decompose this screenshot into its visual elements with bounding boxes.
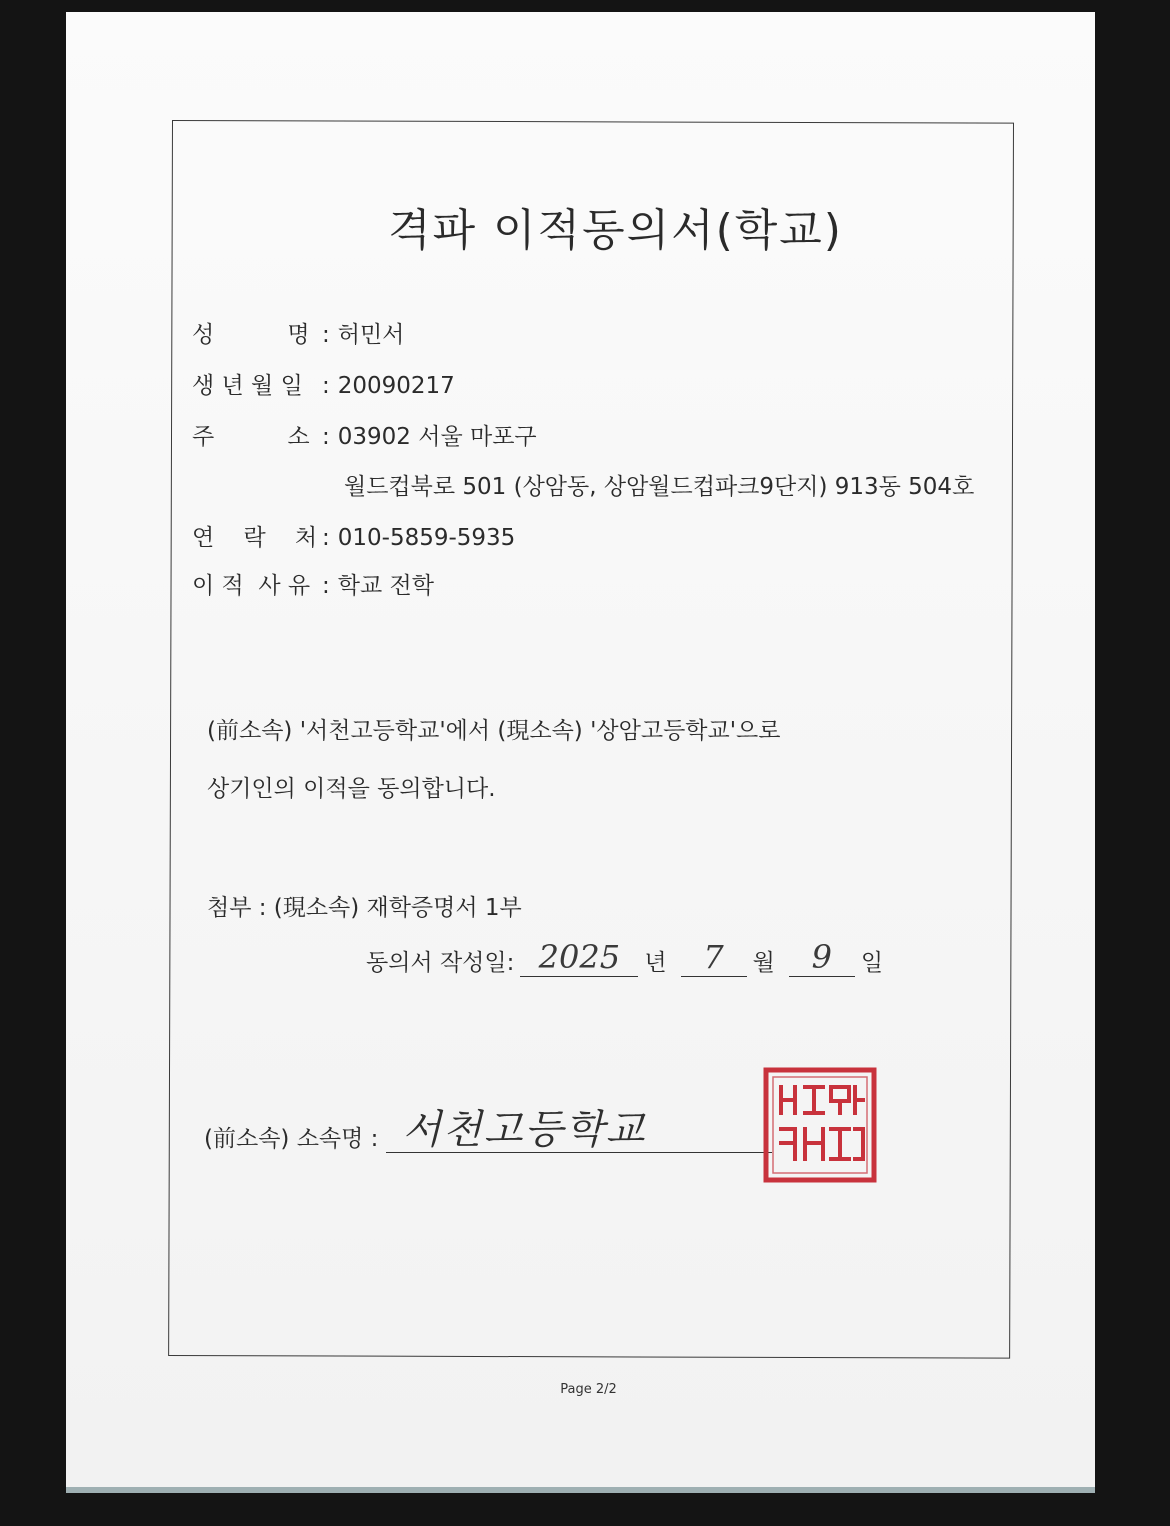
field-value: 허민서 bbox=[337, 322, 405, 348]
field-value: 20090217 bbox=[337, 373, 455, 399]
field-value: 학교 전학 bbox=[337, 573, 434, 599]
colon: : bbox=[322, 322, 330, 348]
field-reason bbox=[192, 567, 434, 600]
school-label: (前소속) 소속명 : bbox=[204, 1126, 379, 1152]
consent-line-1: (前소속) '서천고등학교'에서 (現소속) '상암고등학교'으로 bbox=[207, 718, 781, 744]
field-address bbox=[192, 418, 537, 451]
consent-line-2: 상기인의 이적을 동의합니다. bbox=[207, 776, 496, 802]
document-page bbox=[66, 12, 1095, 1493]
field-birthdate bbox=[192, 367, 455, 400]
colon: : bbox=[322, 525, 330, 551]
date-line bbox=[366, 940, 883, 977]
date-label: 동의서 작성일: bbox=[366, 950, 515, 976]
page-number: Page 2/2 bbox=[560, 1382, 617, 1397]
document-title: 격파 이적동의서(학교) bbox=[388, 205, 843, 256]
address-line-2: 월드컵북로 501 (상암동, 상암월드컵파크9단지) 913동 504호 bbox=[344, 474, 975, 500]
date-year-blank: 2025 bbox=[520, 940, 638, 977]
field-label: 성 명 bbox=[192, 322, 310, 348]
colon: : bbox=[322, 373, 330, 399]
field-label: 주 소 bbox=[192, 424, 310, 450]
colon: : bbox=[322, 424, 330, 450]
school-seal-icon bbox=[763, 1067, 877, 1183]
month-unit: 월 bbox=[752, 950, 775, 976]
field-name bbox=[192, 316, 404, 349]
day-unit: 일 bbox=[860, 950, 884, 976]
field-label: 생 년 월 일 bbox=[192, 373, 303, 399]
school-line bbox=[204, 1108, 772, 1153]
handwritten-signature: 서천고등학교 bbox=[386, 1108, 772, 1153]
date-month-blank: 7 bbox=[681, 940, 747, 977]
attachment-note: 첨부 : (現소속) 재학증명서 1부 bbox=[207, 895, 522, 921]
field-label: 연 락 처 bbox=[192, 525, 318, 551]
field-value: 03902 서울 마포구 bbox=[337, 424, 537, 450]
date-day-blank: 9 bbox=[789, 940, 855, 977]
field-contact bbox=[192, 519, 515, 552]
colon: : bbox=[322, 573, 330, 599]
field-value: 010-5859-5935 bbox=[337, 525, 516, 551]
field-label: 이 적 사 유 bbox=[192, 573, 311, 599]
year-unit: 년 bbox=[644, 950, 667, 976]
